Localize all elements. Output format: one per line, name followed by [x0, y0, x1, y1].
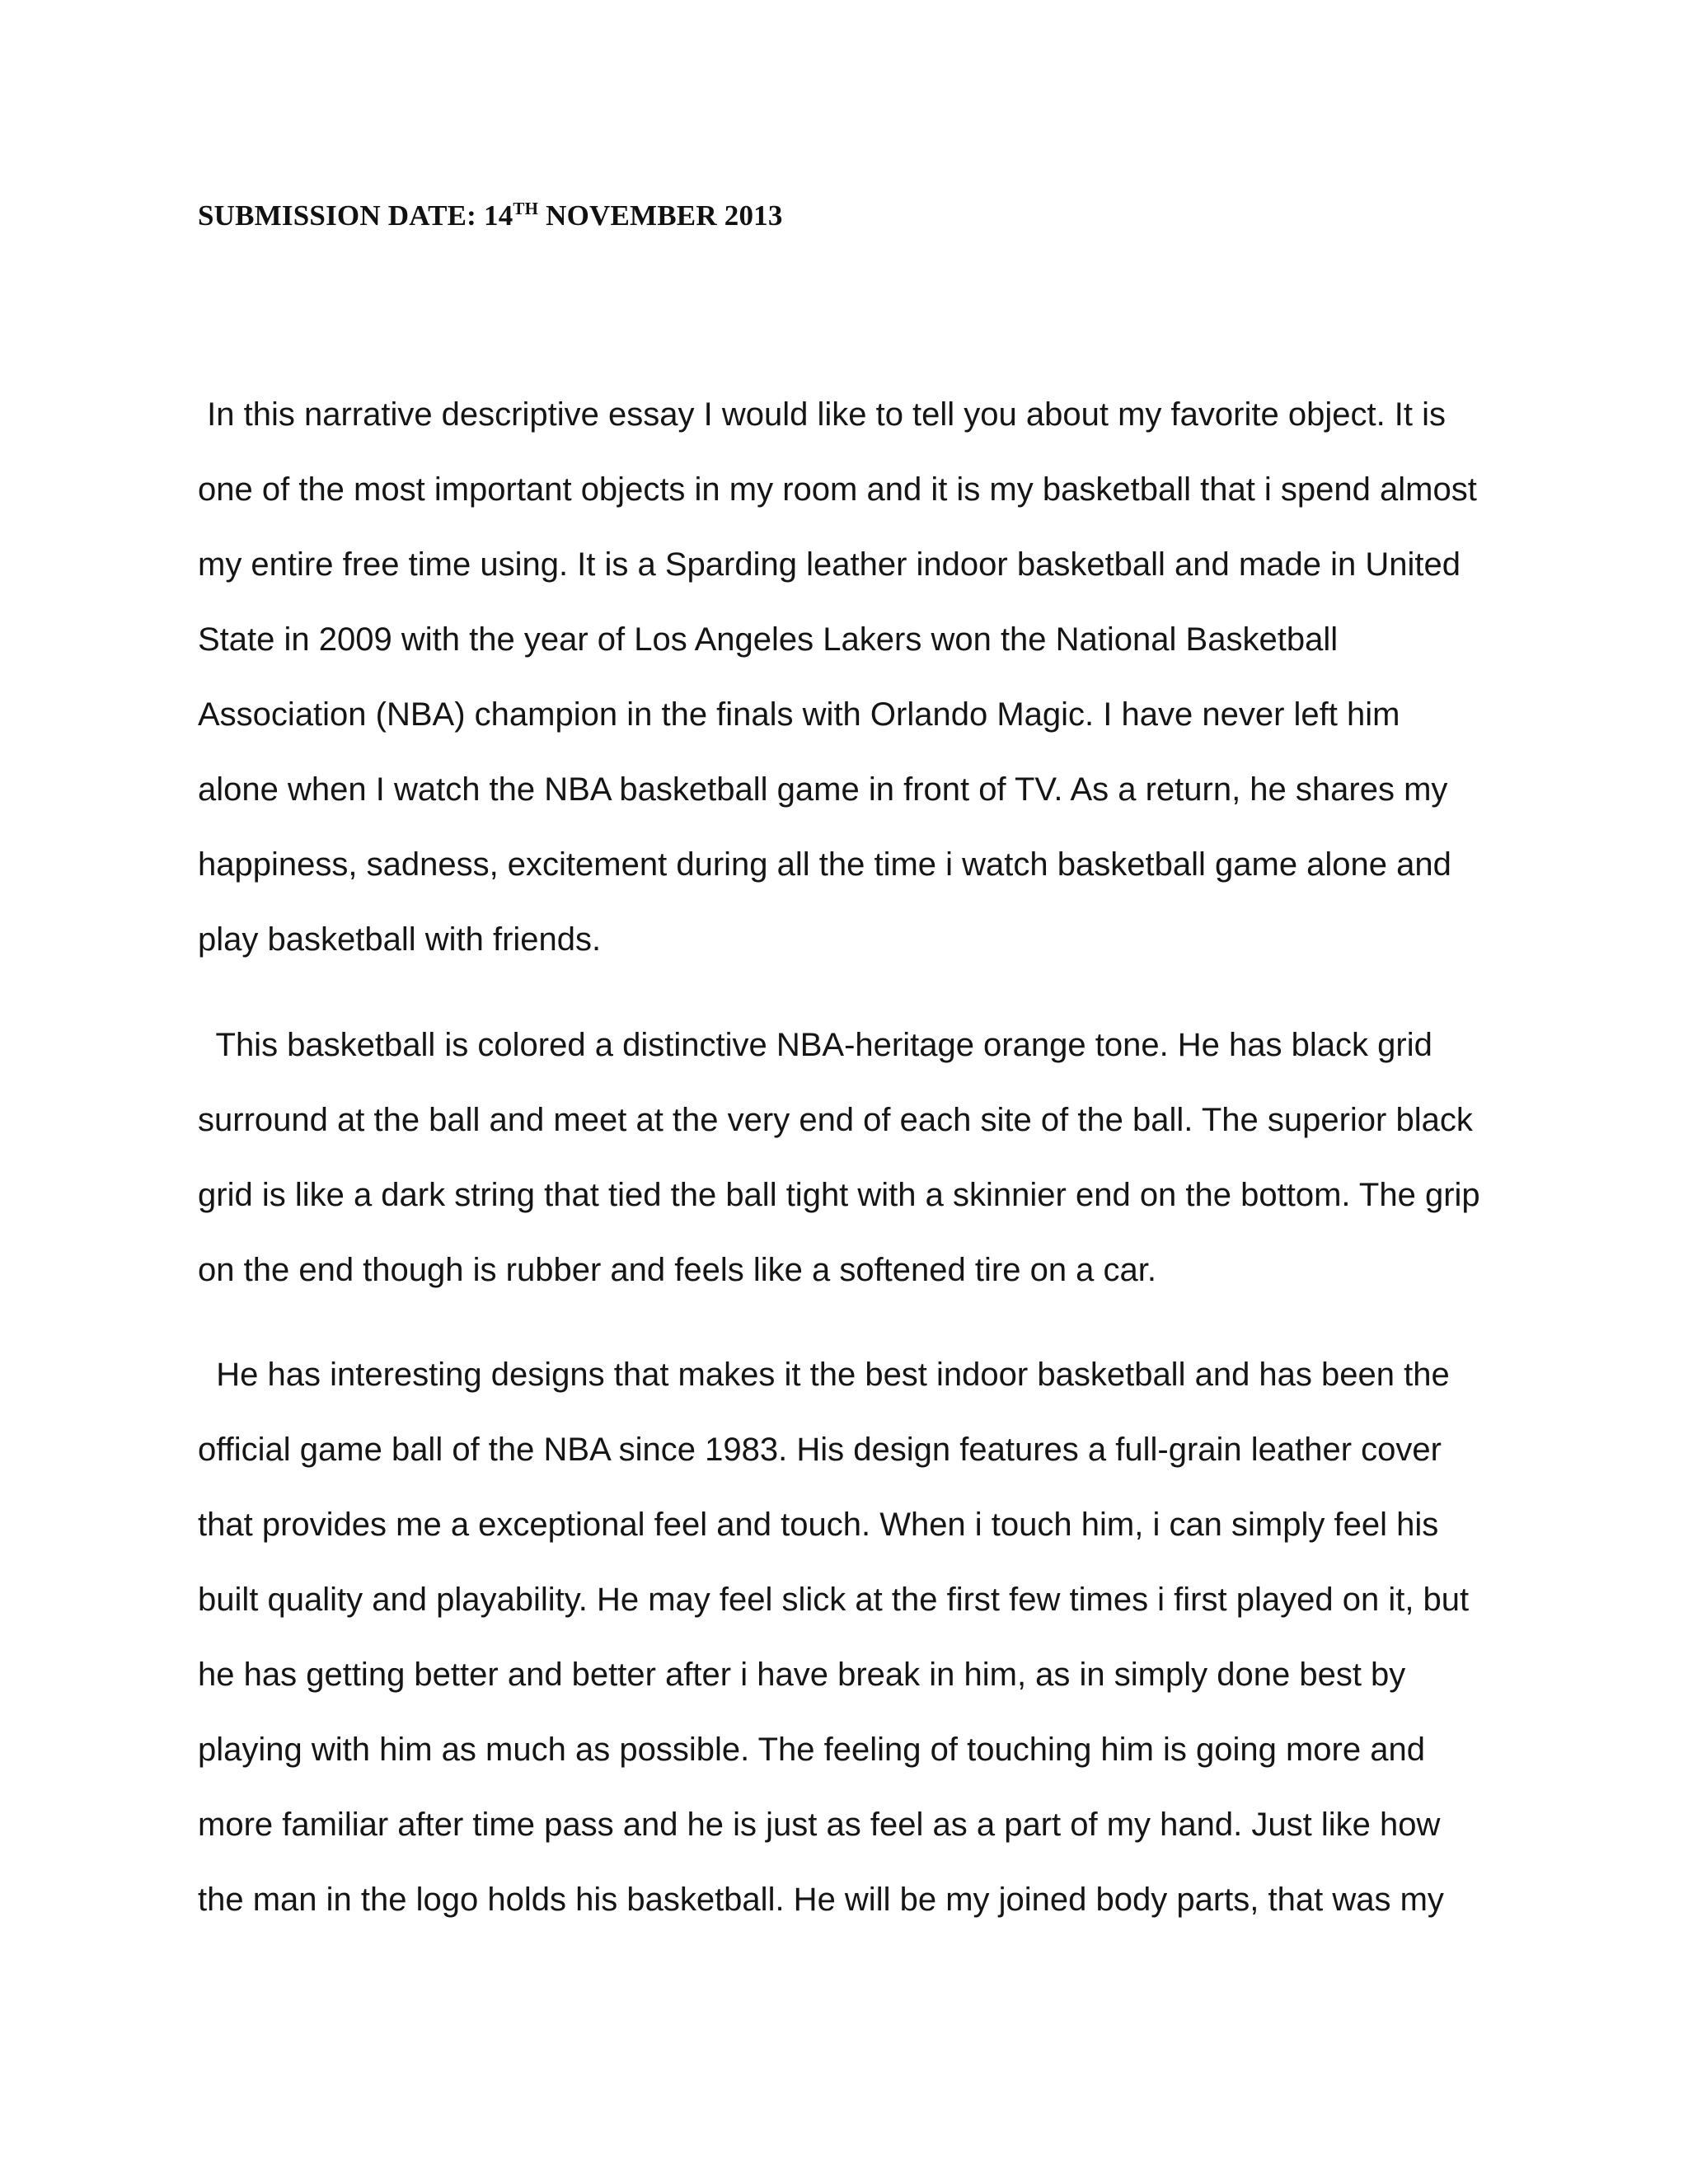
paragraph-3-line-7: more familiar after time pass and he is just as feel as a part of my hand. Just like how [198, 1807, 1441, 1843]
submission-date-label: SUBMISSION DATE: 14 [198, 199, 513, 232]
paragraph-1-line-7: happiness, sadness, excitement during all the time i watch basketball game alone and [198, 846, 1451, 883]
paragraph-1-line-8: play basketball with friends. [198, 921, 602, 958]
paragraph-2-line-2: surround at the ball and meet at the very end of each site of the ball. The superior black [198, 1102, 1473, 1138]
paragraph-3-line-6: playing with him as much as possible. The feeling of touching him is going more and [198, 1732, 1425, 1768]
paragraph-2-line-4: on the end though is rubber and feels like a softened tire on a car. [198, 1252, 1157, 1288]
paragraph-3-line-8: the man in the logo holds his basketball. He will be my joined body parts, that was my [198, 1882, 1444, 1918]
paragraph-2-line-1: This basketball is colored a distinctive NBA-heritage orange tone. He has black grid [198, 1027, 1432, 1063]
paragraph-1-line-1: In this narrative descriptive essay I would like to tell you about my favorite object. It is [198, 396, 1447, 433]
paragraph-2-line-3: grid is like a dark string that tied the ball tight with a skinnier end on the bottom. The grip [198, 1177, 1480, 1213]
paragraph-1-line-6: alone when I watch the NBA basketball game in front of TV. As a return, he shares my [198, 771, 1448, 808]
paragraph-1-line-2: one of the most important objects in my room and it is my basketball that i spend almost [198, 471, 1477, 508]
paragraph-3-line-3: that provides me a exceptional feel and touch. When i touch him, i can simply feel his [198, 1507, 1439, 1543]
submission-date-superscript: TH [513, 199, 539, 218]
paragraph-3-line-2: official game ball of the NBA since 1983. His design features a full-grain leather cover [198, 1432, 1442, 1468]
paragraph-1-line-5: Association (NBA) champion in the finals with Orlando Magic. I have never left him [198, 696, 1400, 733]
submission-date-heading [198, 196, 783, 236]
paragraph-1-line-3: my entire free time using. It is a Sparding leather indoor basketball and made in United [198, 546, 1461, 583]
paragraph-3-line-5: he has getting better and better after i have break in him, as in simply done best by [198, 1657, 1406, 1693]
paragraph-3-line-4: built quality and playability. He may feel slick at the first few times i first played on it, but [198, 1582, 1470, 1618]
paragraph-1-line-4: State in 2009 with the year of Los Angeles Lakers won the National Basketball [198, 621, 1339, 658]
paragraph-3-line-1: He has interesting designs that makes it the best indoor basketball and has been the [198, 1357, 1450, 1393]
submission-date-rest: NOVEMBER 2013 [538, 199, 783, 232]
